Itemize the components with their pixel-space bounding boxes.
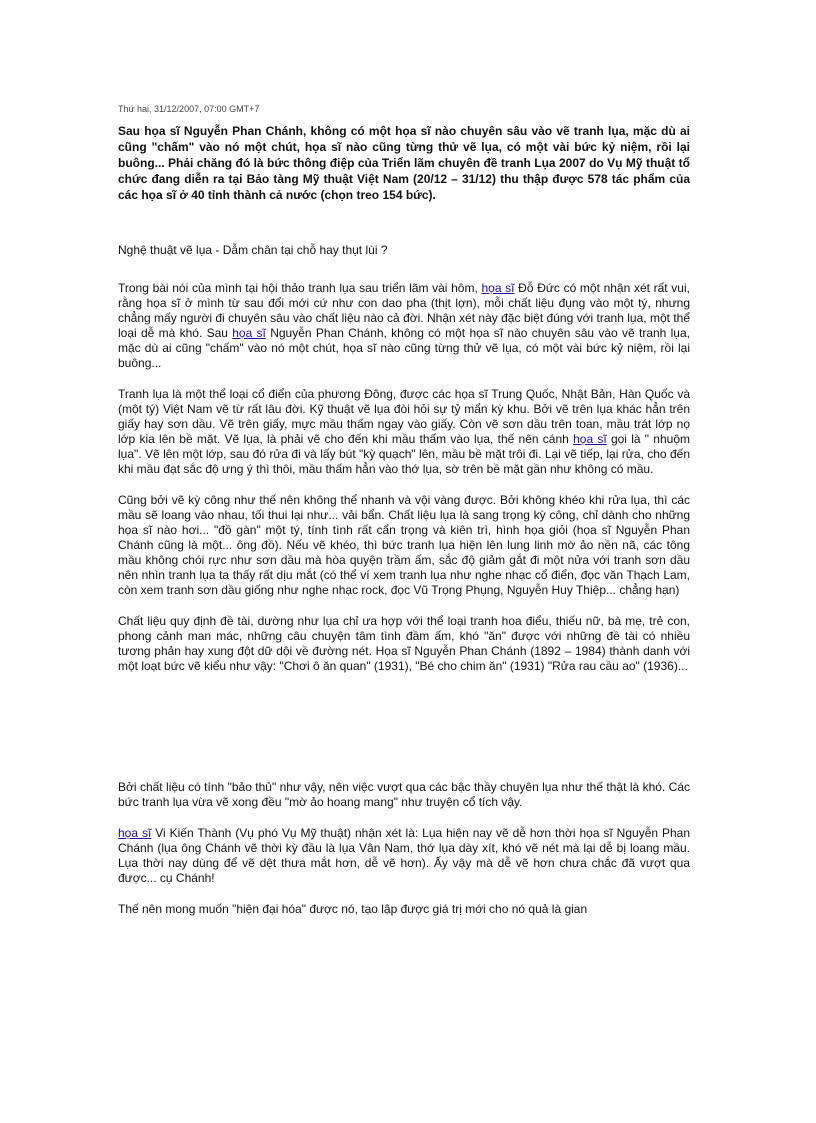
paragraph-1-text-b: Đỗ Đức có một nhận xét rất vui, rằng họa sĩ ở mình từ sau đổi mới cứ như con dao pha (thịt lợn), mỗi chất liệu đụng vào một tý, nhưng chẳng mấy người đi chuyên sâu vào chất liệu nào cả đời. Nhận xét này đặc biệt đúng với tranh lụa, một thể loại dễ mà khó. Sau — [118, 281, 690, 340]
hoa-si-link-4[interactable]: họa sĩ — [118, 826, 152, 840]
paragraph-7: Thế nên mong muốn "hiện đại hóa" được nó, tạo lập được giá trị mới cho nó quả là gian — [118, 902, 588, 916]
paragraph-6 — [118, 826, 690, 886]
paragraph-3: Cũng bởi vẽ kỳ công như thế nên không thể nhanh và vội vàng được. Bởi không khéo khi rửa lụa, thì các mầu sẽ loang vào nhau, tối thui lại như... vải bẩn. Chất liệu lụa là sang trọng kỳ công, chỉ dành cho những họa sĩ nào hơi... "đồ gàn" một tý, tính tình rất cẩn trọng và kiên trì, hình họa giỏi (họa sĩ Nguyễn Phan Chánh cũng là một... ông đồ). Nếu vẽ khéo, thì bức tranh lụa hiện lên lung linh mờ ảo nền nã, các tông mầu không chói rực như sơn dầu mà hòa quyện trầm ấm, sắc độ giảm gắt đi một nửa với tranh sơn dầu nên nhìn tranh lụa ta thấy rất dịu mắt (có thể ví xem tranh lụa như nghe nhạc cổ điển, đọc văn Thạch Lam, còn xem tranh sơn dầu giống như nghe nhạc rock, đọc Vũ Trọng Phụng, Nguyễn Huy Thiệp... chẳng hạn) — [118, 493, 690, 597]
spacer — [118, 690, 690, 780]
paragraph-6-text-b: Vi Kiến Thành (Vụ phó Vụ Mỹ thuật) nhận xét là: Lụa hiện nay vẽ dễ hơn thời họa sĩ Nguyễn Phan Chánh (lụa ông Chánh vẽ thời kỳ đầu là lụa Vân Nam, thớ lụa dày xít, khó vẽ nét mà lại dễ bị loang mầu. Lụa thời nay dùng để vẽ dệt thưa mắt hơn, dễ vẽ hơn). Ấy vậy mà dễ vẽ hơn chưa chắc đã vượt qua được... cụ Chánh! — [118, 826, 690, 885]
paragraph-2 — [118, 387, 690, 477]
paragraph-1 — [118, 281, 690, 371]
article — [118, 104, 690, 933]
paragraph-1-text-a: Trong bài nói của mình tại hội thảo tranh lụa sau triển lãm vài hôm, — [118, 281, 482, 295]
article-lead: Sau họa sĩ Nguyễn Phan Chánh, không có một họa sĩ nào chuyên sâu vào vẽ tranh lụa, mặc dù ai cũng "chấm" vào nó một chút, họa sĩ nào cũng từng thử vẽ lụa, có một vài bức kỷ niệm, rồi lại buông... Phải chăng đó là bức thông điệp của Triển lãm chuyên đề tranh Lụa 2007 do Vụ Mỹ thuật tổ chức đang diễn ra tại Bảo tàng Mỹ thuật Việt Nam (20/12 – 31/12) thu thập được 578 tác phẩm của các họa sĩ ở 40 tỉnh thành cả nước (chọn treo 154 bức). — [118, 124, 690, 202]
paragraph-2-text-a: Tranh lụa là một thể loại cổ điển của phương Đông, được các họa sĩ Trung Quốc, Nhật Bản, Hàn Quốc và (một tý) Việt Nam vẽ từ rất lâu đời. Kỹ thuật vẽ lụa đòi hỏi sự tỷ mẩn kỳ khu. Bởi vẽ trên lụa khác hẳn trên giấy hay sơn dầu. Vẽ trên giấy, mực mầu thấm ngay vào giấy. Còn vẽ sơn dầu trên toan, mầu trát lớp nọ lớp kia lên bề mặt. Vẽ lụa, là phải vẽ cho đến khi mầu thấm vào lụa, thế nên cánh — [118, 387, 690, 446]
hoa-si-link-2[interactable]: họa sĩ — [232, 326, 266, 340]
paragraph-4: Chất liệu quy định đề tài, dường như lụa chỉ ưa hợp với thể loại tranh hoa điểu, thiếu nữ, bà mẹ, trẻ con, phong cảnh man mác, những câu chuyện tâm tình đầm ấm, khó "ăn" được với những đề tài có nhiều tương phản hay xung đột dữ dội về đường nét. Họa sĩ Nguyễn Phan Chánh (1892 – 1984) thành danh với một loạt bức vẽ kiểu như vậy: "Chơi ô ăn quan" (1931), "Bé cho chim ăn" (1931) "Rửa rau cầu ao" (1936)... — [118, 614, 690, 673]
paragraph-2-text-b: gọi là " nhuộm lụa". Vẽ lên một lớp, sau đó rửa đi và lấy bút "kỳ quạch" lên, mầu bề mặt trôi đi. Lại vẽ tiếp, lại rửa, cho đến khi mầu đạt sắc độ ưng ý thì thôi, mầu thấm hẳn vào thớ lụa, sờ trên bề mặt gần như không có mầu. — [118, 432, 690, 476]
section-heading: Nghệ thuật vẽ lụa - Dẫm chân tại chỗ hay thụt lùi ? — [118, 243, 388, 257]
paragraph-1-text-c: Nguyễn Phan Chánh, không có một họa sĩ nào chuyên sâu vào vẽ tranh lụa, mặc dù ai cũng "chấm" vào nó một chút, họa sĩ nào cũng từng thử vẽ lụa, có một vài bức kỷ niệm, rồi lại buông... — [118, 326, 690, 370]
hoa-si-link-3[interactable]: họa sĩ — [573, 432, 607, 446]
article-date: Thứ hai, 31/12/2007, 07:00 GMT+7 — [118, 104, 260, 114]
hoa-si-link-1[interactable]: họa sĩ — [481, 281, 515, 295]
paragraph-5: Bởi chất liệu có tính "bảo thủ" như vậy, nên việc vượt qua các bậc thầy chuyên lụa như thế thật là khó. Các bức tranh lụa vừa vẽ xong đều "mờ ảo hoang mang" như truyện cổ tích vậy. — [118, 780, 690, 809]
